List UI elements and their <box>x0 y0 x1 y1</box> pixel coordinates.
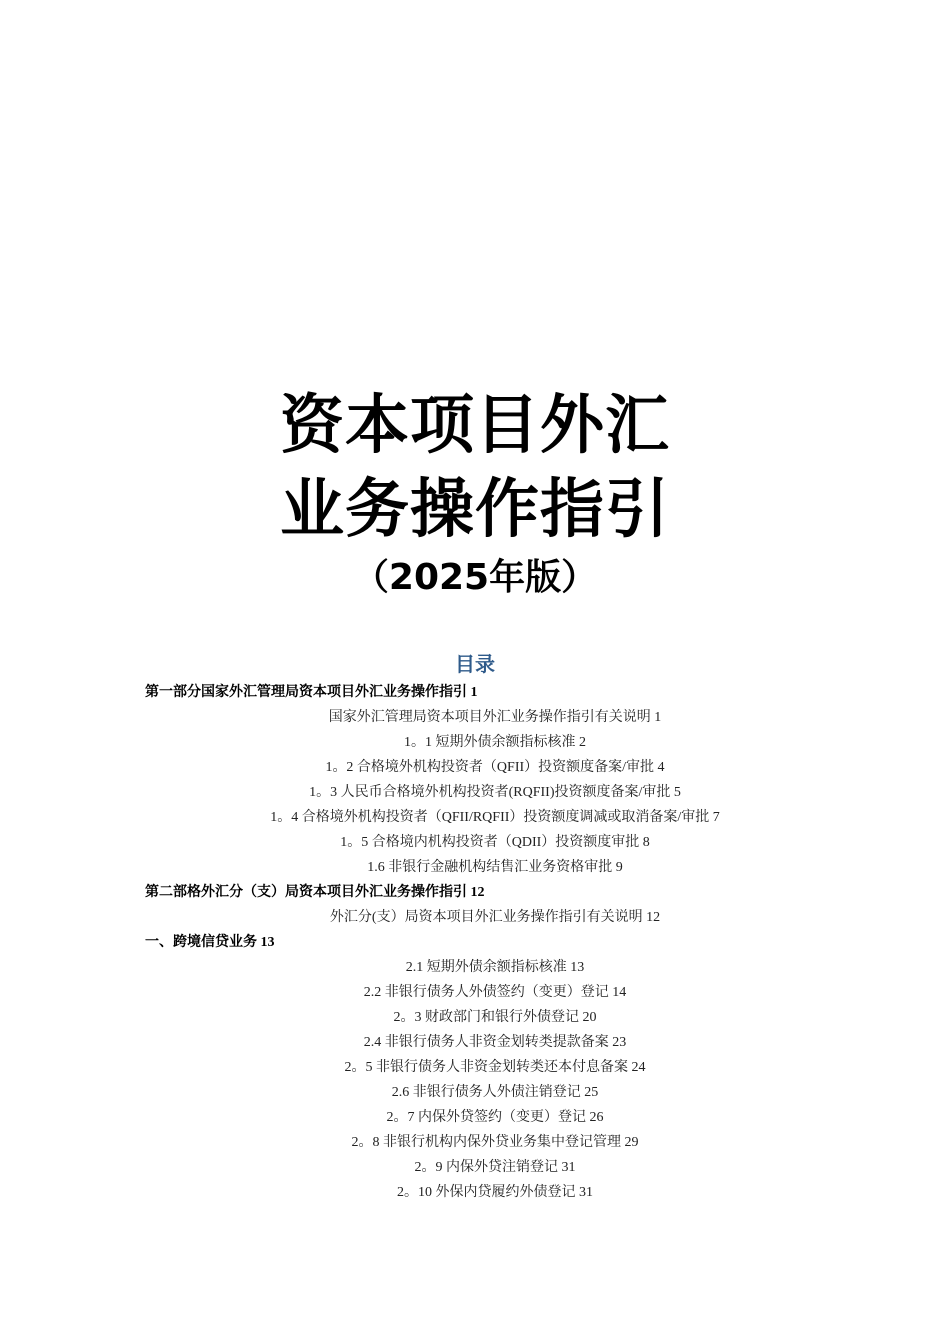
toc-item-entry[interactable]: 2。9 内保外贷注销登记 31 <box>414 1160 576 1175</box>
toc-item-entry[interactable]: 2.1 短期外债余额指标核准 13 <box>405 960 585 975</box>
toc-item-entry[interactable]: 2。7 内保外贷签约（变更）登记 26 <box>386 1110 604 1125</box>
toc-item-entry[interactable]: 2.6 非银行债务人外债注销登记 25 <box>391 1085 599 1100</box>
toc-item-entry[interactable]: 2。5 非银行债务人非资金划转类还本付息备案 24 <box>344 1060 646 1075</box>
toc-item-entry[interactable]: 1。5 合格境内机构投资者（QDII）投资额度审批 8 <box>340 835 650 850</box>
toc-item-entry[interactable]: 1。2 合格境外机构投资者（QFII）投资额度备案/审批 4 <box>325 760 665 775</box>
toc-item-entry[interactable]: 2。8 非银行机构内保外贷业务集中登记管理 29 <box>351 1135 639 1150</box>
toc-item-entry[interactable]: 1。1 短期外债余额指标核准 2 <box>404 735 586 750</box>
document-title <box>0 384 950 604</box>
toc-item-entry[interactable]: 2.4 非银行债务人非资金划转类提款备案 23 <box>363 1035 627 1050</box>
toc-section-entry[interactable]: 第二部格外汇分（支）局资本项目外汇业务操作指引 12 <box>145 885 485 900</box>
toc-heading: 目录 <box>455 652 495 676</box>
toc-item-entry[interactable]: 1.6 非银行金融机构结售汇业务资格审批 9 <box>367 860 623 875</box>
toc-item-entry[interactable]: 国家外汇管理局资本项目外汇业务操作指引有关说明 1 <box>328 710 662 725</box>
toc-item-entry[interactable]: 2.2 非银行债务人外债签约（变更）登记 14 <box>363 985 627 1000</box>
toc-section-entry[interactable]: 第一部分国家外汇管理局资本项目外汇业务操作指引 1 <box>145 685 478 700</box>
toc-item-entry[interactable]: 外汇分(支）局资本项目外汇业务操作指引有关说明 12 <box>329 910 661 925</box>
table-of-contents <box>0 680 950 1205</box>
title-edition: （2025年版） <box>352 557 598 598</box>
title-line-1: 资本项目外汇 <box>280 389 670 463</box>
toc-item-entry[interactable]: 1。3 人民币合格境外机构投资者(RQFII)投资额度备案/审批 5 <box>309 785 681 800</box>
toc-item-entry[interactable]: 2。10 外保内贷履约外债登记 31 <box>397 1185 593 1200</box>
title-line-2: 业务操作指引 <box>280 473 670 547</box>
toc-item-entry[interactable]: 1。4 合格境外机构投资者（QFII/RQFII）投资额度调减或取消备案/审批 7 <box>270 810 720 825</box>
toc-section-entry[interactable]: 一、跨境信贷业务 13 <box>145 935 275 950</box>
toc-item-entry[interactable]: 2。3 财政部门和银行外债登记 20 <box>393 1010 597 1025</box>
